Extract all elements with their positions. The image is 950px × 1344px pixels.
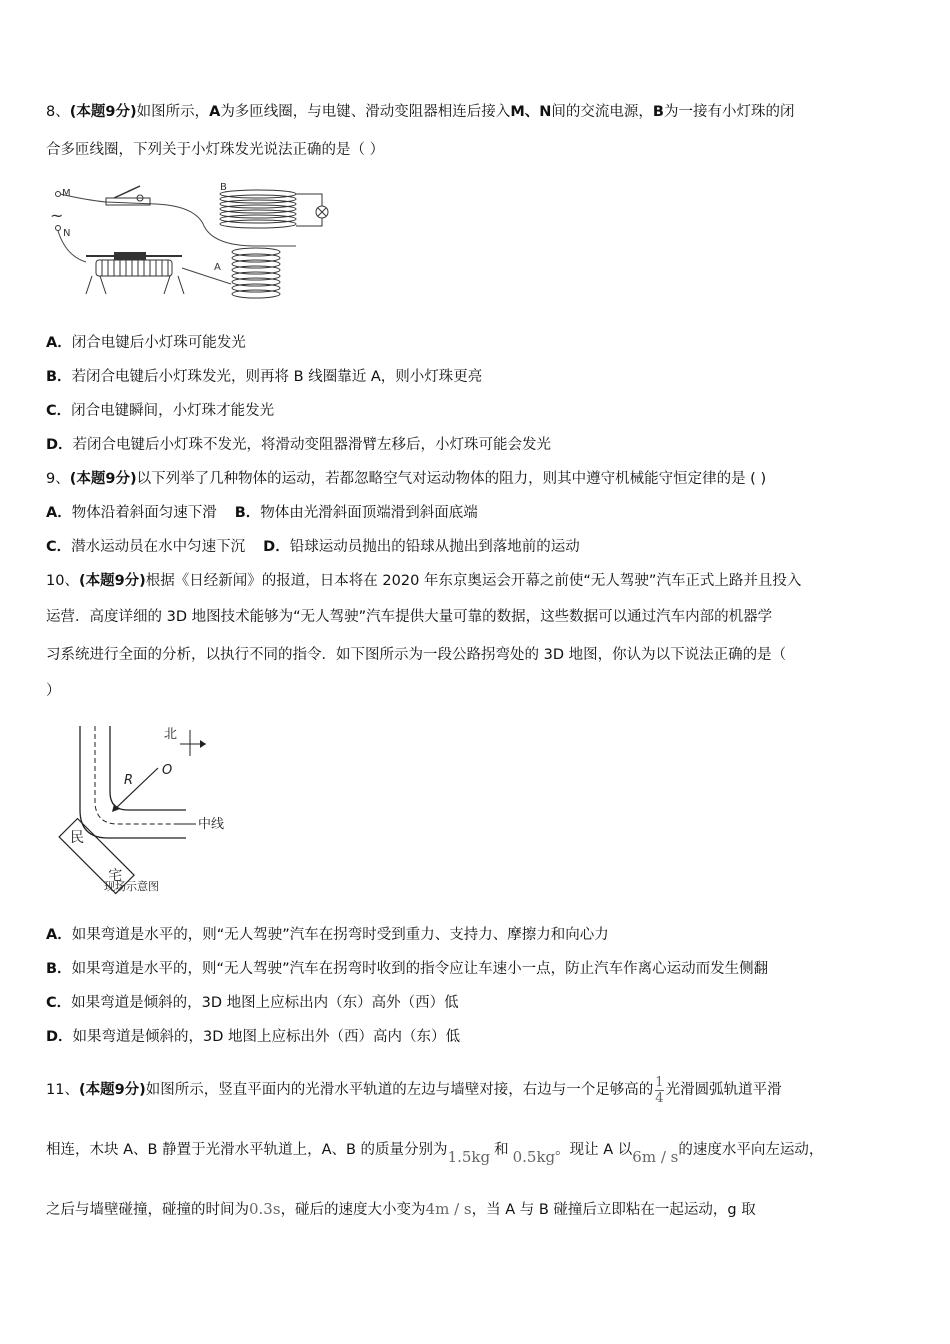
q10-label-min: 民: [70, 829, 85, 846]
q10-option-d: D．如果弯道是倾斜的，3D 地图上应标出外（西）高内（东）低: [46, 1029, 461, 1045]
quarter-fraction: $\frac{1}{4}$: [655, 1074, 664, 1106]
rheostat-icon: [86, 252, 184, 294]
q8-label-b: B: [220, 182, 227, 193]
q8-option-a: A．闭合电键后小灯珠可能发光: [46, 335, 246, 351]
q9-number: 9、: [46, 471, 70, 487]
q11-number: 11、: [46, 1082, 79, 1098]
q10-label-north: 北: [164, 727, 178, 742]
q10-road-figure: [46, 718, 246, 898]
q10-figure-caption: 现场示意图: [104, 880, 159, 893]
q9-stem: 9、(本题9分)以下列举了几种物体的运动，若都忽略空气对运动物体的阻力，则其中遵守机械能守恒定律的是 ( ): [46, 471, 767, 487]
q10-option-a: A．如果弯道是水平的，则“无人驾驶”汽车在拐弯时受到重力、支持力、摩擦力和向心力: [46, 927, 609, 943]
q11-line3: 之后与墙壁碰撞，碰撞的时间为0.3s，碰后的速度大小变为4m / s，当 A 与 B 碰撞后立即粘在一起运动，g 取: [46, 1200, 756, 1218]
q9-options-cd: C．潜水运动员在水中匀速下沉 D．铅球运动员抛出的铅球从抛出到落地前的运动: [46, 539, 580, 555]
q8-option-b: B．若闭合电键后小灯珠发光，则再将 B 线圈靠近 A，则小灯珠更亮: [46, 369, 483, 385]
q10-label-o: O: [162, 763, 173, 778]
q10-number: 10、: [46, 573, 79, 589]
coil-b-icon: [220, 190, 322, 228]
q8-option-c: C．闭合电键瞬间，小灯珠才能发光: [46, 403, 275, 419]
q10-score-tag: (本题9分): [78, 573, 146, 589]
q8-label-n: N: [63, 228, 71, 239]
q8-score-tag: (本题9分): [69, 104, 137, 120]
ac-source-icon: ~: [50, 206, 64, 225]
q11-line1: 11、(本题9分)如图所示，竖直平面内的光滑水平轨道的左边与墙壁对接，右边与一个足够高的 $\frac{1}{4}$ 光滑圆弧轨道平滑: [46, 1074, 782, 1106]
q11-line2: 相连，木块 A、B 静置于光滑水平轨道上，A、B 的质量分别为1.5kg 和 0.5kg。现让 A 以6m / s的速度水平向左运动，: [46, 1142, 824, 1166]
lamp-icon: [316, 206, 328, 218]
q8-circuit-figure: [46, 176, 336, 306]
q10-line2: 运营．高度详细的 3D 地图技术能够为“无人驾驶”汽车提供大量可靠的数据，这些数据可以通过汽车内部的机器学: [46, 609, 773, 625]
q10-line1: 10、(本题9分)根据《日经新闻》的报道，日本将在 2020 年东京奥运会开幕之前使“无人驾驶”汽车正式上路并且投入: [46, 573, 802, 589]
q8-option-d: D．若闭合电键后小灯珠不发光，将滑动变阻器滑臂左移后，小灯珠可能会发光: [46, 437, 552, 453]
q10-line4: ）: [46, 683, 61, 699]
q10-option-c: C．如果弯道是倾斜的，3D 地图上应标出内（东）高外（西）低: [46, 995, 459, 1011]
q10-line3: 习系统进行全面的分析，以执行不同的指令．如下图所示为一段公路拐弯处的 3D 地图，你认为以下说法正确的是（: [46, 647, 787, 663]
q11-score-tag: (本题9分): [78, 1082, 146, 1098]
q9-options-ab: A．物体沿着斜面匀速下滑 B．物体由光滑斜面顶端滑到斜面底端: [46, 505, 478, 521]
q10-label-zhai: 宅: [108, 868, 123, 885]
q9-score-tag: (本题9分): [69, 471, 137, 487]
q10-label-r: R: [124, 773, 134, 788]
coil-a-icon: [232, 248, 280, 298]
compass-icon: [180, 730, 206, 756]
q10-label-midline: 中线: [198, 817, 225, 832]
q10-option-b: B．如果弯道是水平的，则“无人驾驶”汽车在拐弯时收到的指令应让车速小一点，防止汽车作离心运动而发生侧翻: [46, 961, 769, 977]
q8-line2: 合多匝线圈，下列关于小灯珠发光说法正确的是（ ）: [46, 142, 385, 158]
q8-label-a: A: [214, 262, 221, 273]
q8-number: 8、: [46, 104, 70, 120]
q8-line1: 8、(本题9分)如图所示，A为多匝线圈，与电键、滑动变阻器相连后接入M、N间的交流电源，B为一接有小灯珠的闭: [46, 104, 795, 120]
q8-label-m: M: [62, 188, 71, 199]
